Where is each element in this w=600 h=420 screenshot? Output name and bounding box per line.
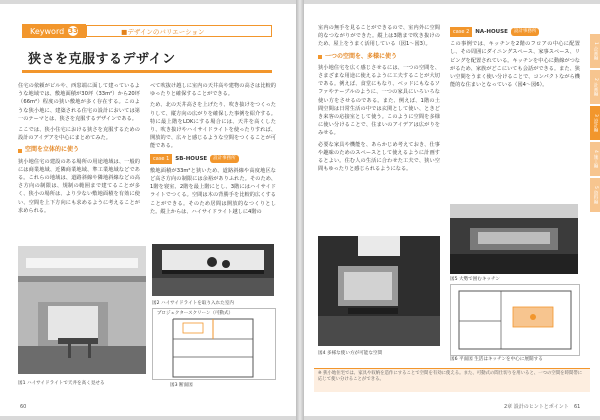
- left-page: [0, 4, 296, 416]
- section-drawing: [153, 309, 275, 379]
- keyword-number: 33: [68, 27, 79, 35]
- chapter-tab-5[interactable]: 5 資料編: [590, 178, 600, 212]
- photo-high-side-light: [18, 246, 146, 374]
- title-underline: [22, 70, 272, 73]
- case-name: SB-HOUSE: [175, 155, 208, 162]
- book-gutter: [296, 0, 304, 420]
- case-category-badge: 設計事務所: [511, 28, 540, 36]
- section-heading: [318, 53, 440, 61]
- section-paragraph-2: 必要な家具や機能を、あらかじめ考えておき、仕事や趣味のためのスペースとして使えるように計画するとよい。住む人の生活に合わせた工夫で、狭い空間もゆったりと感じられるようになる。: [318, 141, 440, 173]
- section-heading-text: 空間を立体的に使う: [25, 146, 80, 154]
- column-paragraph: べて吹抜け越しに室内の天井高や建物の高さは比較的ゆったりと確保することができる。: [150, 83, 276, 98]
- right-column-1: [318, 24, 440, 176]
- section-marker-icon: [18, 149, 22, 153]
- photo-roof-window: [152, 244, 274, 296]
- figure-caption-6: 図6 平面図 生活はキッチンを中心に展開する: [450, 357, 543, 362]
- photo-multi-use-space: [318, 236, 440, 346]
- section-diagram: [152, 308, 276, 380]
- intro-paragraph-2: ここでは、狭小住宅における狭さを克服するための設計のアイデアを中心にまとめてみた。: [18, 127, 140, 142]
- case-number: case 2: [450, 27, 472, 37]
- section-paragraph: 狭小地住宅の建設のある場所の用途地域は、一般的には商業地域、近隣商業地域、準工業地域などである。これらの地域は、道路斜線や隣地斜線などの高さ方向の制限は、規制の範囲まで建てることが多く、狭小の場所は、より少ない敷地面積を有効に使い、空間を上下方向にも求めるように考えることが求められる。: [18, 158, 140, 214]
- page-title: 狭さを克服するデザイン: [28, 52, 176, 67]
- case-tag: [150, 154, 276, 164]
- intro-paragraph: 住宅の依頼がビルや、西窓端に面して建っているような地域では、敷地面積が30坪（33m²）から20坪（66m²）程度の狭い敷地が多く存在する。このような狭小地に、建築される住宅の設計においては第一のテーマとは、狭さを克服するデザインである。: [18, 83, 140, 122]
- floor-plan-drawing: [451, 285, 579, 355]
- keyword-text: Keyword: [30, 26, 65, 36]
- chapter-tab-3[interactable]: 3 設計編: [590, 106, 600, 140]
- photo-caption-1: 図1 ハイサイドライトで天井を高く見せる: [18, 381, 105, 386]
- case-paragraph: 敷地面積が33m²と狭いため、道路斜線や高度地区など高さ方向の制限には余裕がありふれた。そのため、1階を寝室、2階を最上階にとし、3階にはハイサイドライトでつくる。空間は木の背勝手を比較的広くすることができる。そのため居間は開放的なつくりとした。縦上からは、ハイサイドライト越しに4階の: [150, 167, 276, 215]
- right-column-2: [450, 24, 580, 92]
- keyword-bar: [22, 24, 272, 38]
- note-box: ※ 狭小地住宅では、家具や収納を造作にすることで空間を有効に使える。また、可動式の間仕切りを用いると、一つの空間を時間帯に応じて使い分けることができる。: [314, 368, 590, 392]
- case-paragraph: この事例では、キッチンを2階のフロアの中心に配置し、その周囲にダイニングスペース、家事スペース、リビングを配置されている。キッチンを中心に動線がつながるため、家族がどこにいても会話ができる。また、狭い空間をうまく使い分けることで、コンパクトながら機能的な住まいとなっている（図4〜図6）。: [450, 41, 580, 89]
- photo-kitchen: [450, 204, 578, 274]
- section-heading-text: 一つの空間を、多様に使う: [325, 52, 398, 60]
- keyword-category: ■デザインのバリエーション: [86, 25, 272, 37]
- page-number-right: 61: [574, 404, 581, 410]
- multi-use-illustration: [318, 236, 440, 346]
- chapter-tab-2[interactable]: 2 計画編: [590, 70, 600, 104]
- section-heading: [18, 146, 140, 154]
- column-paragraph: 室内の無手を見ることができるので、室内外に空間的なつながりができた。縦上は3階まで吹き抜けのため、屋上をうまく活用している（図1〜図3）。: [318, 25, 440, 48]
- case-name: NA-HOUSE: [475, 29, 508, 35]
- photo-caption-4: 図4 多様な使い方が可能な空間: [318, 351, 383, 356]
- chapter-tabs: [590, 34, 600, 214]
- case-tag: [450, 27, 580, 37]
- chapter-tab-4[interactable]: 4 施工編: [590, 142, 600, 176]
- section-paragraph: 狭小地住宅を広く感じさせるには、一つの空間を、さまざまな用途に使えるように工夫することが大切である。例えば、食堂にもなり、ベッドにもなるソファやテーブルのように、一つの家具にいろいろな使い方をさせるのである。また、例えば、1階の土間空間は日常生活の中では玄関として使い、ときどき来客の応接室として使う。このように空間を多様に使い分けることで、住まいのアイデアは広がりをみせる。: [318, 64, 440, 137]
- interior-photo-illustration: [18, 246, 146, 374]
- case-category-badge: 設計事務所: [210, 155, 239, 163]
- footer-chapter-text: 2章 設計のヒントとポイント: [504, 404, 569, 410]
- chapter-tab-1[interactable]: 1 企画編: [590, 34, 600, 68]
- column-paragraph-2: ため、北の天井高さを上げたり、吹き抜けをつくったりして、縦方向の広がりを確保した事例を紹介する。特に最上階をLDKにする場合には、天井を高くしたり、吹き抜けやハイサイドライトを使ったりすれば、開放的で、広々と感じるような空間をつくることが可能である。: [150, 102, 276, 150]
- case-number: case 1: [150, 154, 172, 164]
- roof-window-illustration: [152, 244, 274, 296]
- page-number-left: 60: [20, 404, 27, 410]
- kitchen-illustration: [450, 204, 578, 274]
- keyword-label: [22, 24, 86, 38]
- right-page: [304, 4, 600, 416]
- floor-plan-diagram: [450, 284, 580, 356]
- photo-caption-2: 図2 ハイサイドライトを取り入れた室内: [152, 301, 235, 306]
- photo-caption-5: 図5 大勢で囲むキッチン: [450, 277, 500, 282]
- left-column-1: [18, 82, 140, 218]
- left-column-2: [150, 82, 276, 219]
- section-marker-icon: [318, 55, 322, 59]
- figure-caption-3: 図3 断面図: [170, 383, 193, 388]
- section-diagram-label: プロジェクタースクリーン（可動式）: [157, 311, 234, 316]
